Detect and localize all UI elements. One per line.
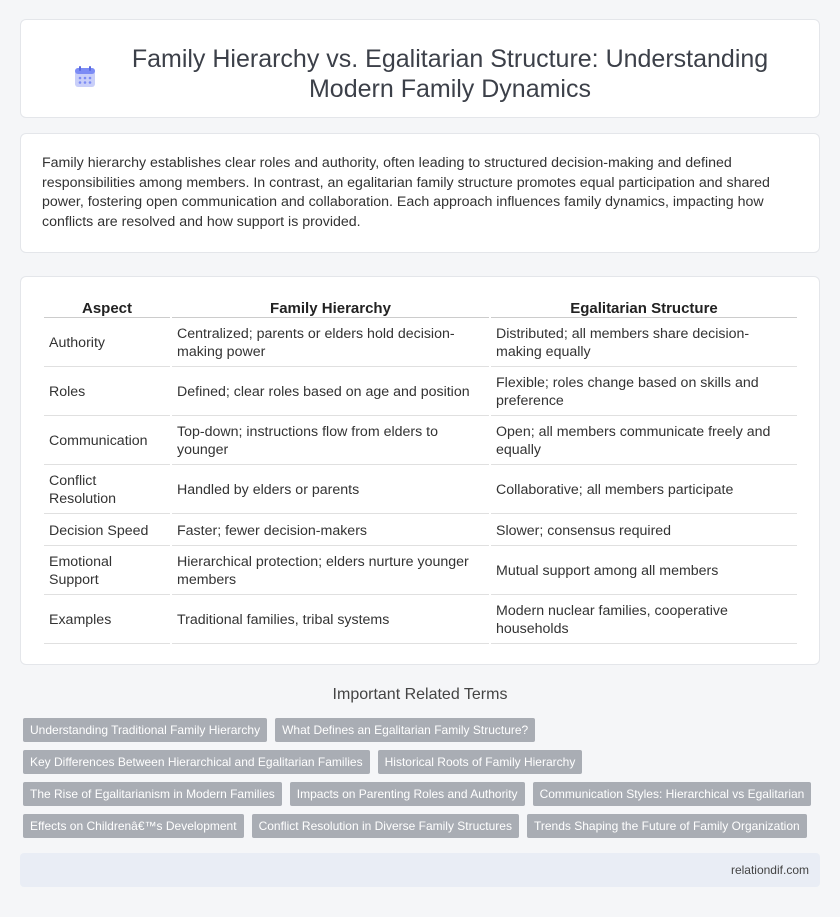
column-header-aspect: Aspect xyxy=(44,298,170,318)
table-cell-egalitarian: Open; all members communicate freely and equally xyxy=(491,418,797,465)
table-cell-hierarchy: Handled by elders or parents xyxy=(172,467,489,514)
related-terms-heading: Important Related Terms xyxy=(332,686,508,703)
table-row xyxy=(44,516,797,546)
table-cell-egalitarian: Modern nuclear families, cooperative households xyxy=(491,597,797,644)
related-term-link[interactable]: Conflict Resolution in Diverse Family Structures xyxy=(252,814,519,838)
table-cell-egalitarian: Flexible; roles change based on skills and preference xyxy=(491,369,797,416)
header-card xyxy=(20,19,820,118)
tag-row xyxy=(23,814,823,838)
table-cell-hierarchy: Top-down; instructions flow from elders to younger xyxy=(172,418,489,465)
table-row xyxy=(44,597,797,644)
related-term-link[interactable]: The Rise of Egalitarianism in Modern Families xyxy=(23,782,282,806)
table-row xyxy=(44,369,797,416)
table-cell-hierarchy: Traditional families, tribal systems xyxy=(172,597,489,644)
intro-card xyxy=(20,133,820,253)
related-term-link[interactable]: Trends Shaping the Future of Family Organization xyxy=(527,814,807,838)
related-terms-list xyxy=(23,718,823,846)
related-term-link[interactable]: Effects on Childrenâ€™s Development xyxy=(23,814,244,838)
table-cell-aspect: Roles xyxy=(44,369,170,416)
table-cell-egalitarian: Slower; consensus required xyxy=(491,516,797,546)
footer xyxy=(20,853,820,887)
related-term-link[interactable]: Impacts on Parenting Roles and Authority xyxy=(290,782,525,806)
table-header-row xyxy=(44,298,797,318)
table-cell-aspect: Communication xyxy=(44,418,170,465)
table-cell-aspect: Examples xyxy=(44,597,170,644)
tag-row xyxy=(23,782,823,806)
table-cell-aspect: Decision Speed xyxy=(44,516,170,546)
table-cell-aspect: Authority xyxy=(44,320,170,367)
table-cell-hierarchy: Centralized; parents or elders hold decision-making power xyxy=(172,320,489,367)
table-cell-aspect: Conflict Resolution xyxy=(44,467,170,514)
related-term-link[interactable]: Historical Roots of Family Hierarchy xyxy=(378,750,583,774)
comparison-table xyxy=(42,296,799,646)
intro-text: Family hierarchy establishes clear roles and authority, often leading to structured decision-making and defined responsibilities among members. In contrast, an egalitarian family structure promotes equal participation and shared power, fostering open communication and collaboration. Each approach influences family dynamics, impacting how conflicts are resolved and how support is provided. xyxy=(42,155,770,230)
page-title: Family Hierarchy vs. Egalitarian Structure: Understanding Modern Family Dynamics xyxy=(131,45,769,103)
tag-row xyxy=(23,718,823,742)
table-row xyxy=(44,467,797,514)
table-cell-hierarchy: Hierarchical protection; elders nurture younger members xyxy=(172,548,489,595)
related-term-link[interactable]: What Defines an Egalitarian Family Structure? xyxy=(275,718,535,742)
tag-row xyxy=(23,750,823,774)
table-row xyxy=(44,320,797,367)
table-cell-aspect: Emotional Support xyxy=(44,548,170,595)
table-cell-hierarchy: Faster; fewer decision-makers xyxy=(172,516,489,546)
table-row xyxy=(44,418,797,465)
related-term-link[interactable]: Key Differences Between Hierarchical and Egalitarian Families xyxy=(23,750,370,774)
column-header-egalitarian: Egalitarian Structure xyxy=(491,298,797,318)
related-term-link[interactable]: Communication Styles: Hierarchical vs Egalitarian xyxy=(533,782,812,806)
table-cell-egalitarian: Mutual support among all members xyxy=(491,548,797,595)
table-cell-hierarchy: Defined; clear roles based on age and position xyxy=(172,369,489,416)
related-term-link[interactable]: Understanding Traditional Family Hierarchy xyxy=(23,718,267,742)
table-cell-egalitarian: Distributed; all members share decision-making equally xyxy=(491,320,797,367)
column-header-hierarchy: Family Hierarchy xyxy=(172,298,489,318)
site-name[interactable]: relationdif.com xyxy=(730,863,809,877)
table-cell-egalitarian: Collaborative; all members participate xyxy=(491,467,797,514)
table-row xyxy=(44,548,797,595)
comparison-card xyxy=(20,276,820,665)
